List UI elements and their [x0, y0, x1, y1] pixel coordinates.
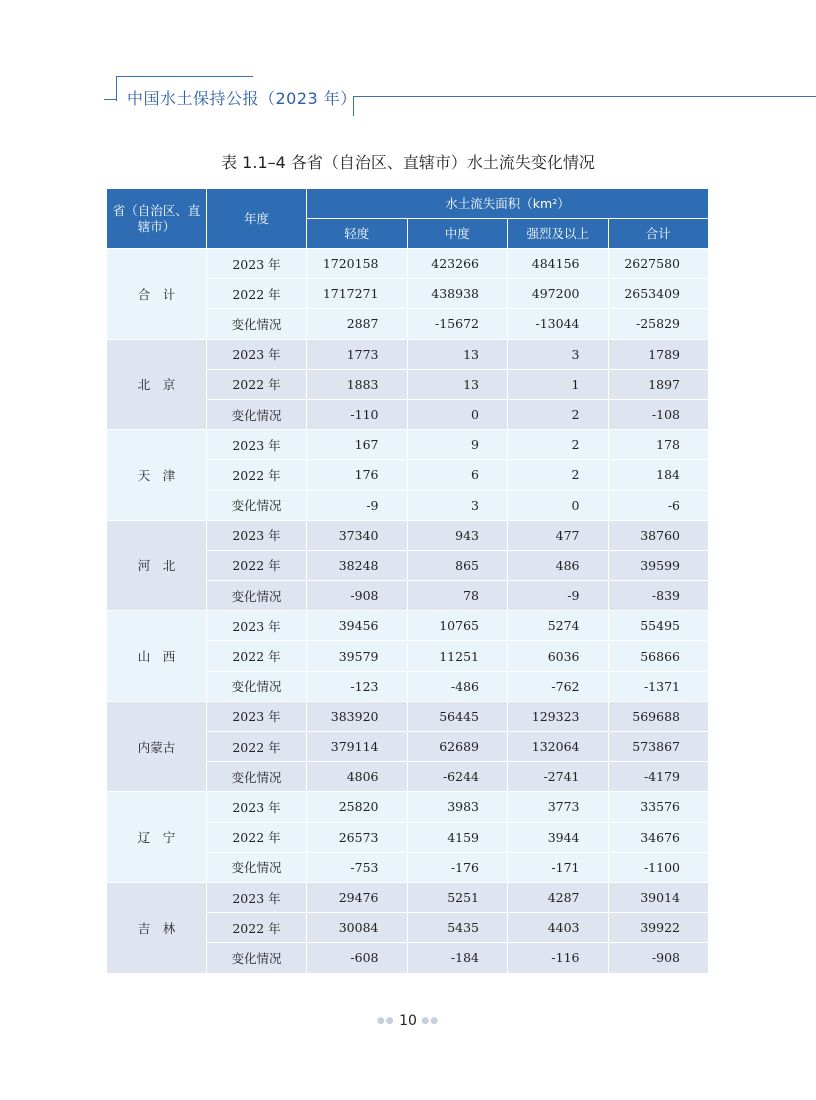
moderate-cell: 13	[407, 339, 508, 369]
year-cell: 2022 年	[207, 913, 307, 943]
moderate-cell: 10765	[407, 611, 508, 641]
severe-cell: -762	[508, 671, 609, 701]
year-cell: 2022 年	[207, 550, 307, 580]
light-cell: 25820	[307, 792, 408, 822]
total-cell: -1371	[608, 671, 709, 701]
col-header-total: 合计	[608, 219, 709, 249]
year-cell: 2023 年	[207, 249, 307, 279]
severe-cell: 3	[508, 339, 609, 369]
light-cell: 29476	[307, 882, 408, 912]
severe-cell: 0	[508, 490, 609, 520]
province-group	[107, 611, 709, 702]
light-cell: 2887	[307, 309, 408, 339]
col-header-area-group: 水土流失面积（km²）	[307, 189, 709, 219]
total-cell: -839	[608, 581, 709, 611]
light-cell: 39579	[307, 641, 408, 671]
moderate-cell: 943	[407, 520, 508, 550]
light-cell: 1773	[307, 339, 408, 369]
severe-cell: 477	[508, 520, 609, 550]
moderate-cell: 62689	[407, 732, 508, 762]
table-row	[107, 520, 709, 550]
severe-cell: 2	[508, 430, 609, 460]
province-cell: 河 北	[107, 520, 207, 611]
moderate-cell: 11251	[407, 641, 508, 671]
year-cell: 2023 年	[207, 520, 307, 550]
severe-cell: -13044	[508, 309, 609, 339]
light-cell: -753	[307, 852, 408, 882]
year-cell: 变化情况	[207, 852, 307, 882]
table-row	[107, 882, 709, 912]
province-cell: 内蒙古	[107, 701, 207, 792]
total-cell: 55495	[608, 611, 709, 641]
province-group	[107, 430, 709, 521]
light-cell: -908	[307, 581, 408, 611]
year-cell: 2023 年	[207, 882, 307, 912]
province-cell: 吉 林	[107, 882, 207, 973]
province-group	[107, 792, 709, 883]
total-cell: 178	[608, 430, 709, 460]
severe-cell: 3773	[508, 792, 609, 822]
light-cell: 37340	[307, 520, 408, 550]
table-row	[107, 611, 709, 641]
total-cell: 184	[608, 460, 709, 490]
severe-cell: -2741	[508, 762, 609, 792]
moderate-cell: -6244	[407, 762, 508, 792]
col-header-year: 年度	[207, 189, 307, 249]
page-dots-left-icon: ●●	[376, 1016, 395, 1026]
severe-cell: 3944	[508, 822, 609, 852]
severe-cell: 2	[508, 460, 609, 490]
col-header-light: 轻度	[307, 219, 408, 249]
total-cell: 2653409	[608, 279, 709, 309]
page-number: 10	[399, 1013, 417, 1029]
year-cell: 变化情况	[207, 671, 307, 701]
moderate-cell: 56445	[407, 701, 508, 731]
severe-cell: -116	[508, 943, 609, 973]
light-cell: 1720158	[307, 249, 408, 279]
year-cell: 2022 年	[207, 460, 307, 490]
total-cell: 39599	[608, 550, 709, 580]
total-cell: 1897	[608, 369, 709, 399]
table-title: 表 1.1–4 各省（自治区、直辖市）水土流失变化情况	[221, 153, 595, 172]
moderate-cell: 0	[407, 399, 508, 429]
total-cell: -1100	[608, 852, 709, 882]
light-cell: 167	[307, 430, 408, 460]
year-cell: 2023 年	[207, 792, 307, 822]
total-cell: 33576	[608, 792, 709, 822]
table-row	[107, 701, 709, 731]
severe-cell: 129323	[508, 701, 609, 731]
year-cell: 变化情况	[207, 399, 307, 429]
total-cell: 2627580	[608, 249, 709, 279]
province-group	[107, 339, 709, 430]
province-group	[107, 882, 709, 973]
moderate-cell: 423266	[407, 249, 508, 279]
light-cell: 30084	[307, 913, 408, 943]
total-cell: -108	[608, 399, 709, 429]
province-cell: 山 西	[107, 611, 207, 702]
severe-cell: 132064	[508, 732, 609, 762]
year-cell: 2022 年	[207, 279, 307, 309]
severe-cell: 5274	[508, 611, 609, 641]
table-row	[107, 792, 709, 822]
severe-cell: 486	[508, 550, 609, 580]
moderate-cell: 6	[407, 460, 508, 490]
total-cell: 34676	[608, 822, 709, 852]
severe-cell: 4403	[508, 913, 609, 943]
moderate-cell: -176	[407, 852, 508, 882]
year-cell: 变化情况	[207, 943, 307, 973]
col-header-severe: 强烈及以上	[508, 219, 609, 249]
province-cell: 天 津	[107, 430, 207, 521]
year-cell: 变化情况	[207, 309, 307, 339]
total-cell: 38760	[608, 520, 709, 550]
year-cell: 2022 年	[207, 732, 307, 762]
moderate-cell: -486	[407, 671, 508, 701]
total-cell: -25829	[608, 309, 709, 339]
table-row	[107, 339, 709, 369]
moderate-cell: 438938	[407, 279, 508, 309]
light-cell: 379114	[307, 732, 408, 762]
year-cell: 变化情况	[207, 490, 307, 520]
year-cell: 2023 年	[207, 611, 307, 641]
light-cell: 1883	[307, 369, 408, 399]
moderate-cell: 9	[407, 430, 508, 460]
total-cell: 39014	[608, 882, 709, 912]
total-cell: 56866	[608, 641, 709, 671]
light-cell: 4806	[307, 762, 408, 792]
page-dots-right-icon: ●●	[421, 1016, 440, 1026]
severe-cell: 497200	[508, 279, 609, 309]
moderate-cell: 13	[407, 369, 508, 399]
page-footer	[0, 1013, 816, 1029]
severe-cell: -171	[508, 852, 609, 882]
light-cell: 39456	[307, 611, 408, 641]
moderate-cell: -15672	[407, 309, 508, 339]
light-cell: -9	[307, 490, 408, 520]
table-row	[107, 430, 709, 460]
total-cell: 573867	[608, 732, 709, 762]
light-cell: 1717271	[307, 279, 408, 309]
total-cell: -4179	[608, 762, 709, 792]
moderate-cell: 78	[407, 581, 508, 611]
header-rule	[353, 96, 816, 97]
light-cell: -608	[307, 943, 408, 973]
province-group	[107, 249, 709, 340]
light-cell: 383920	[307, 701, 408, 731]
province-cell: 合 计	[107, 249, 207, 340]
year-cell: 2022 年	[207, 641, 307, 671]
moderate-cell: 3	[407, 490, 508, 520]
province-cell: 北 京	[107, 339, 207, 430]
severe-cell: 2	[508, 399, 609, 429]
total-cell: 569688	[608, 701, 709, 731]
severe-cell: 6036	[508, 641, 609, 671]
total-cell: 1789	[608, 339, 709, 369]
province-group	[107, 520, 709, 611]
moderate-cell: 5435	[407, 913, 508, 943]
year-cell: 变化情况	[207, 762, 307, 792]
light-cell: 38248	[307, 550, 408, 580]
province-cell: 辽 宁	[107, 792, 207, 883]
total-cell: -908	[608, 943, 709, 973]
table-row	[107, 249, 709, 279]
publication-title: 中国水土保持公报（2023 年）	[127, 89, 357, 108]
light-cell: 176	[307, 460, 408, 490]
severe-cell: 4287	[508, 882, 609, 912]
col-header-province: 省（自治区、直辖市）	[107, 189, 207, 249]
total-cell: -6	[608, 490, 709, 520]
moderate-cell: -184	[407, 943, 508, 973]
col-header-moderate: 中度	[407, 219, 508, 249]
moderate-cell: 865	[407, 550, 508, 580]
severe-cell: -9	[508, 581, 609, 611]
light-cell: 26573	[307, 822, 408, 852]
severe-cell: 1	[508, 369, 609, 399]
light-cell: -123	[307, 671, 408, 701]
year-cell: 2023 年	[207, 339, 307, 369]
soil-erosion-table	[106, 188, 709, 974]
total-cell: 39922	[608, 913, 709, 943]
light-cell: -110	[307, 399, 408, 429]
header-tick	[104, 99, 117, 100]
year-cell: 变化情况	[207, 581, 307, 611]
year-cell: 2023 年	[207, 701, 307, 731]
year-cell: 2023 年	[207, 430, 307, 460]
year-cell: 2022 年	[207, 369, 307, 399]
severe-cell: 484156	[508, 249, 609, 279]
moderate-cell: 3983	[407, 792, 508, 822]
year-cell: 2022 年	[207, 822, 307, 852]
province-group	[107, 701, 709, 792]
moderate-cell: 5251	[407, 882, 508, 912]
moderate-cell: 4159	[407, 822, 508, 852]
